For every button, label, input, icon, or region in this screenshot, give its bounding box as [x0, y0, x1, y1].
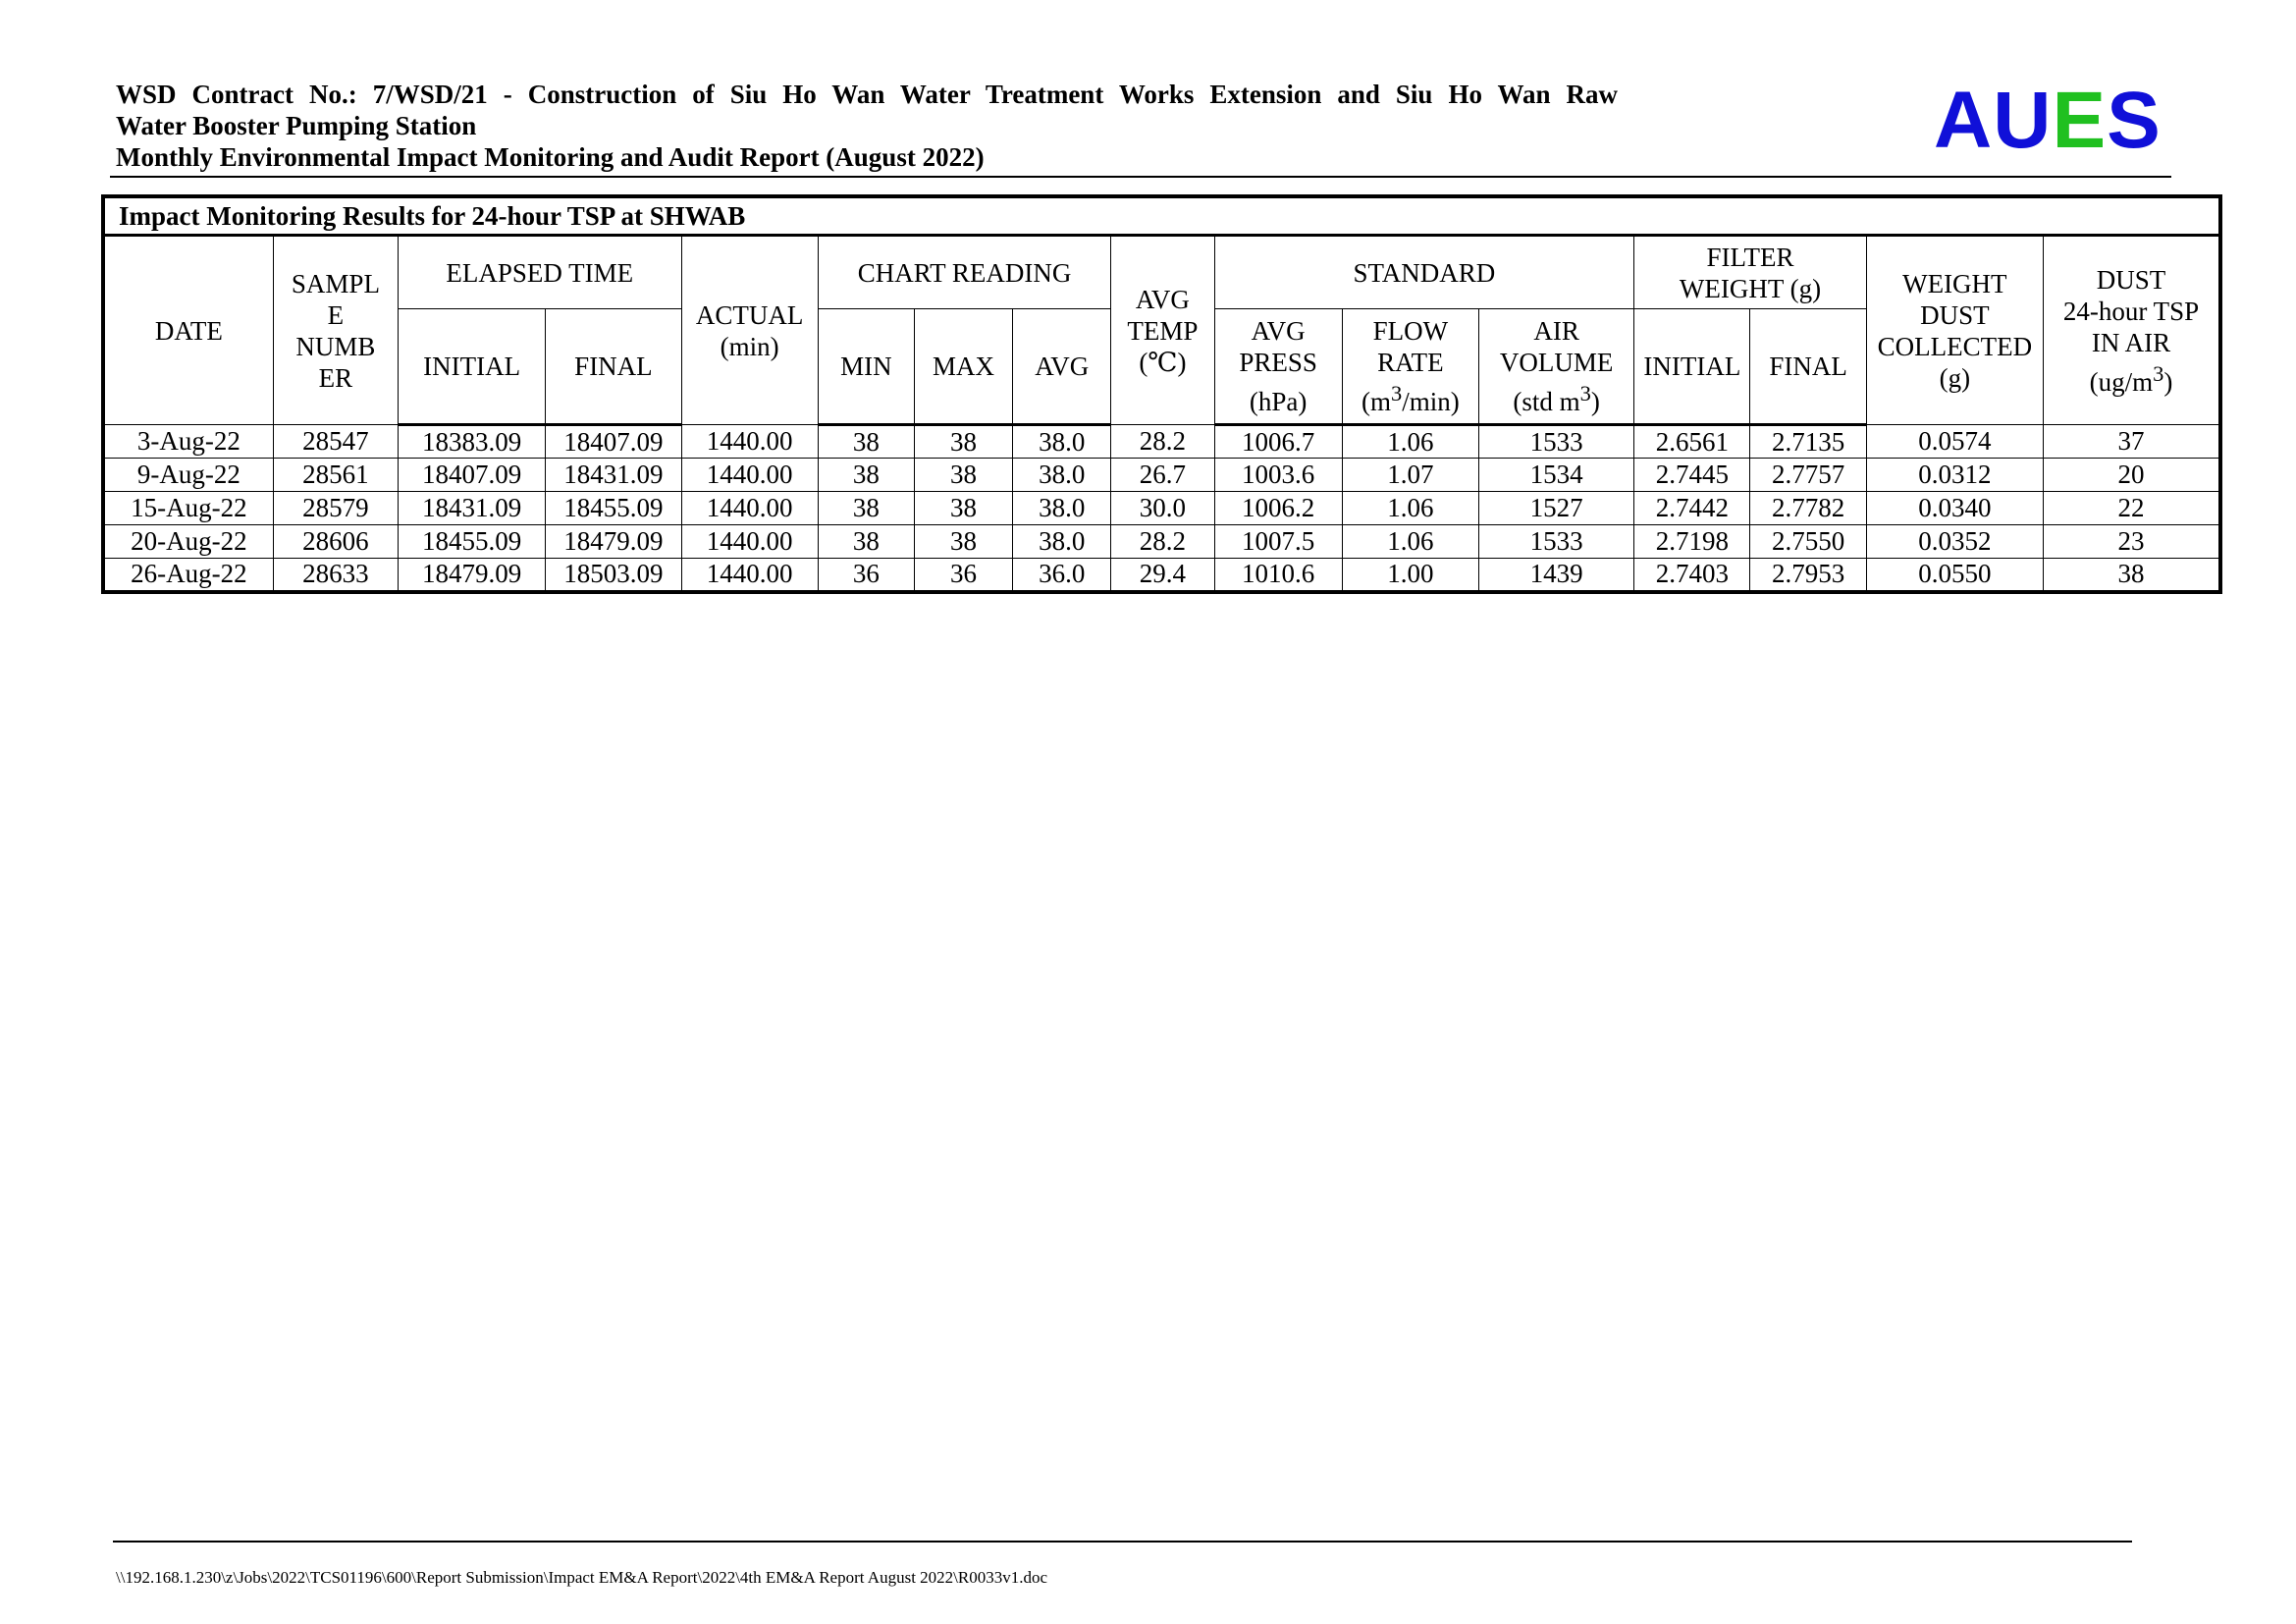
table-cell: 2.7782: [1750, 492, 1866, 525]
table-row: [103, 459, 2220, 492]
col-standard: STANDARD: [1214, 236, 1634, 309]
table-cell: 1007.5: [1214, 525, 1342, 559]
table-cell: 38: [914, 492, 1012, 525]
table-title: Impact Monitoring Results for 24-hour TSP at SHWAB: [103, 196, 2220, 236]
table-cell: 2.7953: [1750, 559, 1866, 592]
col-sample-number: SAMPL E NUMB ER: [273, 236, 398, 425]
table-cell: 30.0: [1111, 492, 1214, 525]
table-cell: 3-Aug-22: [103, 425, 273, 459]
table-cell: 38.0: [1013, 459, 1111, 492]
header-rule: [110, 176, 2171, 178]
table-cell: 28.2: [1111, 525, 1214, 559]
header-line-1: WSD Contract No.: 7/WSD/21 - Construction of Siu Ho Wan Water Treatment Works Extension and Siu Ho Wan Raw: [116, 80, 1618, 109]
table-cell: 2.7757: [1750, 459, 1866, 492]
table-cell: 2.7442: [1634, 492, 1750, 525]
col-elapsed-time: ELAPSED TIME: [399, 236, 682, 309]
table-cell: 1.00: [1342, 559, 1478, 592]
table-cell: 0.0550: [1866, 559, 2043, 592]
table-cell: 38: [914, 425, 1012, 459]
table-row: [103, 525, 2220, 559]
col-avg-temp: AVG TEMP (℃): [1111, 236, 1214, 425]
table-cell: 2.7135: [1750, 425, 1866, 459]
table-cell: 18383.09: [399, 425, 546, 459]
table-cell: 26.7: [1111, 459, 1214, 492]
col-chart-avg: AVG: [1013, 309, 1111, 425]
col-actual: ACTUAL (min): [681, 236, 818, 425]
aues-logo: [1934, 77, 2162, 165]
table-row: [103, 492, 2220, 525]
logo-letter-u: U: [1993, 76, 2053, 165]
table-cell: 28633: [273, 559, 398, 592]
footer-rule: [113, 1541, 2132, 1543]
table-cell: 2.7403: [1634, 559, 1750, 592]
table-cell: 36: [914, 559, 1012, 592]
table-cell: 37: [2044, 425, 2221, 459]
table-cell: 20: [2044, 459, 2221, 492]
table-cell: 20-Aug-22: [103, 525, 273, 559]
table-cell: 28579: [273, 492, 398, 525]
table-cell: 2.7550: [1750, 525, 1866, 559]
table-cell: 36.0: [1013, 559, 1111, 592]
col-chart-max: MAX: [914, 309, 1012, 425]
table-cell: 38.0: [1013, 525, 1111, 559]
table-cell: 38: [818, 425, 914, 459]
table-cell: 1534: [1478, 459, 1633, 492]
table-cell: 38: [818, 525, 914, 559]
table-cell: 1440.00: [681, 459, 818, 492]
table-row: [103, 559, 2220, 592]
table-cell: 18431.09: [546, 459, 681, 492]
table-cell: 15-Aug-22: [103, 492, 273, 525]
table-cell: 38: [818, 459, 914, 492]
table-cell: 1006.7: [1214, 425, 1342, 459]
header-line-2: Water Booster Pumping Station: [116, 111, 477, 140]
table-cell: 1440.00: [681, 425, 818, 459]
col-chart-min: MIN: [818, 309, 914, 425]
table-cell: 18503.09: [546, 559, 681, 592]
table-cell: 1010.6: [1214, 559, 1342, 592]
table-cell: 38.0: [1013, 425, 1111, 459]
col-dust-tsp: DUST 24-hour TSP IN AIR $(ug/m^3)$: [2044, 236, 2221, 425]
table-cell: 23: [2044, 525, 2221, 559]
table-cell: 28561: [273, 459, 398, 492]
table-cell: 26-Aug-22: [103, 559, 273, 592]
table-cell: 18455.09: [399, 525, 546, 559]
table-cell: 36: [818, 559, 914, 592]
col-flow-rate: FLOW RATE $(m^3/\min)$: [1342, 309, 1478, 425]
table-cell: 1.06: [1342, 492, 1478, 525]
header-line-3: Monthly Environmental Impact Monitoring and Audit Report (August 2022): [116, 142, 985, 172]
col-elapsed-final: FINAL: [546, 309, 681, 425]
table-cell: 18431.09: [399, 492, 546, 525]
table-cell: 38: [914, 525, 1012, 559]
table-cell: 1.06: [1342, 425, 1478, 459]
table-cell: 1440.00: [681, 525, 818, 559]
col-air-volume: AIR VOLUME (std $m^3$): [1478, 309, 1633, 425]
table-cell: 38: [2044, 559, 2221, 592]
table-cell: 1439: [1478, 559, 1633, 592]
table-cell: 1003.6: [1214, 459, 1342, 492]
table-cell: 1533: [1478, 425, 1633, 459]
table-cell: 18455.09: [546, 492, 681, 525]
table-row: [103, 425, 2220, 459]
table-cell: 18407.09: [399, 459, 546, 492]
file-path-footer: \\192.168.1.230\z\Jobs\2022\TCS01196\600\Report Submission\Impact EM&A Report\2022\4th EM&A Report August 2022\R0033v1.doc: [116, 1568, 1048, 1587]
col-filter-initial: INITIAL: [1634, 309, 1750, 425]
col-avg-press: AVG PRESS (hPa): [1214, 309, 1342, 425]
table-cell: 0.0574: [1866, 425, 2043, 459]
logo-letter-s: S: [2107, 76, 2162, 165]
table-cell: 38: [818, 492, 914, 525]
table-cell: 2.7198: [1634, 525, 1750, 559]
table-cell: 38.0: [1013, 492, 1111, 525]
table-cell: 2.6561: [1634, 425, 1750, 459]
logo-letter-e: E: [2052, 76, 2108, 165]
table-cell: 18479.09: [399, 559, 546, 592]
table-cell: 1440.00: [681, 492, 818, 525]
col-elapsed-initial: INITIAL: [399, 309, 546, 425]
table-cell: 0.0312: [1866, 459, 2043, 492]
col-date: DATE: [103, 236, 273, 425]
table-cell: 18479.09: [546, 525, 681, 559]
table-cell: 1440.00: [681, 559, 818, 592]
table-cell: 28606: [273, 525, 398, 559]
table-cell: 18407.09: [546, 425, 681, 459]
table-cell: 29.4: [1111, 559, 1214, 592]
table-cell: 1533: [1478, 525, 1633, 559]
table-body: [103, 425, 2220, 592]
table-cell: 0.0352: [1866, 525, 2043, 559]
col-filter-final: FINAL: [1750, 309, 1866, 425]
table-cell: 1006.2: [1214, 492, 1342, 525]
logo-letter-a: A: [1934, 76, 1994, 165]
table-cell: 1.07: [1342, 459, 1478, 492]
table-cell: 38: [914, 459, 1012, 492]
col-weight-dust-collected: WEIGHT DUST COLLECTED (g): [1866, 236, 2043, 425]
report-header: [116, 79, 1618, 173]
table-cell: 28.2: [1111, 425, 1214, 459]
col-filter-weight: FILTER WEIGHT (g): [1634, 236, 1866, 309]
col-chart-reading: CHART READING: [818, 236, 1111, 309]
table-cell: 9-Aug-22: [103, 459, 273, 492]
table-cell: 28547: [273, 425, 398, 459]
table-cell: 22: [2044, 492, 2221, 525]
tsp-results-table: [101, 194, 2222, 594]
table-cell: 1527: [1478, 492, 1633, 525]
table-cell: 2.7445: [1634, 459, 1750, 492]
table-cell: 1.06: [1342, 525, 1478, 559]
table-cell: 0.0340: [1866, 492, 2043, 525]
